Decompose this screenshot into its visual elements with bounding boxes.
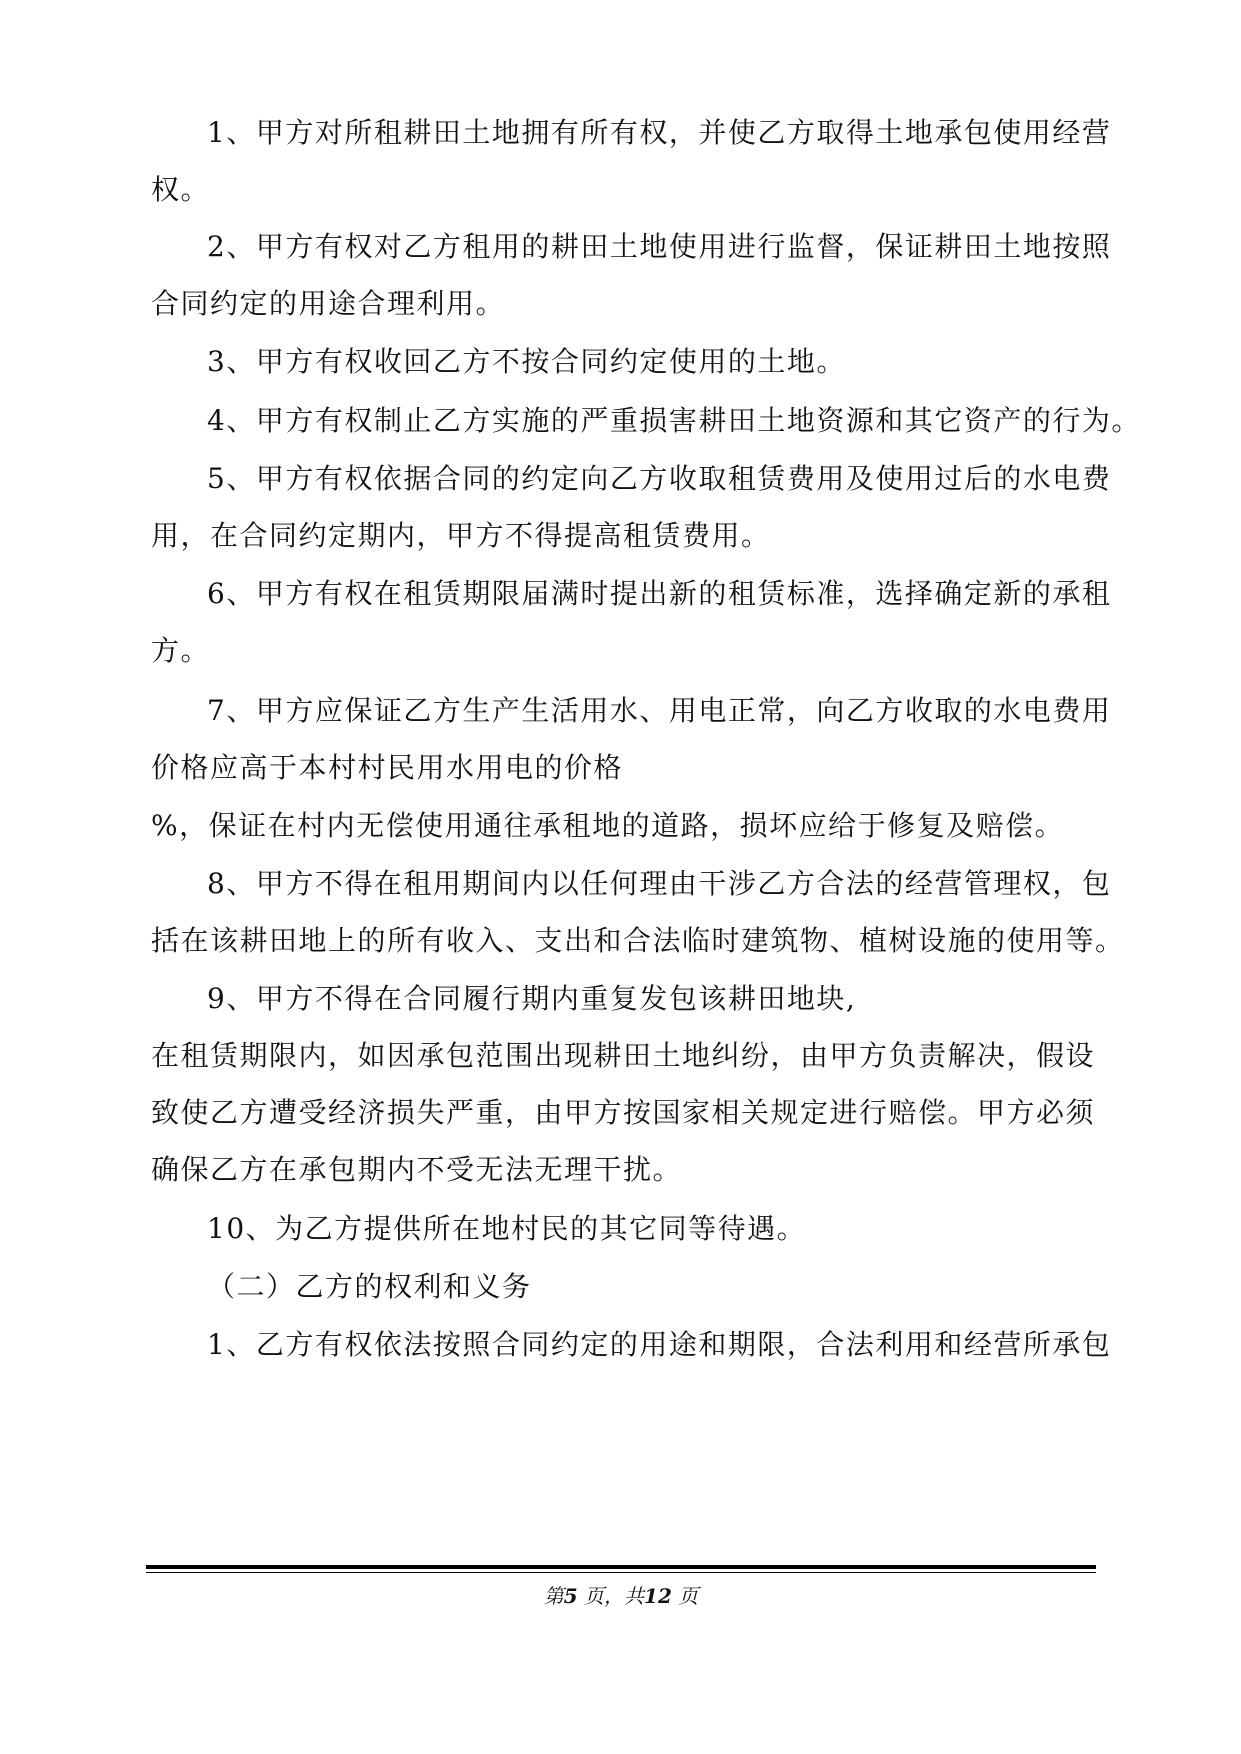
paragraph-line: 合同约定的用途合理利用。 bbox=[151, 287, 506, 320]
paragraph-line: 5、甲方有权依据合同的约定向乙方收取租赁费用及使用过后的水电费 bbox=[207, 462, 1112, 495]
footer-divider-thin bbox=[146, 1572, 1096, 1573]
paragraph-line: 4、甲方有权制止乙方实施的严重损害耕田土地资源和其它资产的行为。 bbox=[207, 404, 1141, 437]
page-number-suffix: 页 bbox=[678, 1584, 699, 1608]
section-heading: （二）乙方的权利和义务 bbox=[207, 1270, 532, 1303]
total-page-count: 12 bbox=[644, 1584, 672, 1608]
paragraph-line: 括在该耕田地上的所有收入、支出和合法临时建筑物、植树设施的使用等。 bbox=[151, 924, 1125, 957]
paragraph-line: %，保证在村内无偿使用通往承租地的道路，损坏应给于修复及赔偿。 bbox=[151, 809, 1065, 842]
paragraph-line: 致使乙方遭受经济损失严重，由甲方按国家相关规定进行赔偿。甲方必须 bbox=[151, 1096, 1096, 1129]
page-number-prefix: 第 bbox=[543, 1584, 564, 1608]
paragraph-line: 3、甲方有权收回乙方不按合同约定使用的土地。 bbox=[207, 345, 846, 378]
paragraph-line: 8、甲方不得在租用期间内以任何理由干涉乙方合法的经营管理权，包 bbox=[207, 867, 1112, 900]
paragraph-line: 价格应高于本村村民用水用电的价格 bbox=[151, 751, 624, 784]
paragraph-line: 确保乙方在承包期内不受无法无理干扰。 bbox=[151, 1153, 683, 1186]
paragraph-line: 1、甲方对所租耕田土地拥有所有权，并使乙方取得土地承包使用经营 bbox=[207, 116, 1112, 149]
paragraph-line: 权。 bbox=[151, 173, 211, 206]
paragraph-line: 7、甲方应保证乙方生产生活用水、用电正常，向乙方收取的水电费用 bbox=[207, 694, 1112, 727]
paragraph-line: 用，在合同约定期内，甲方不得提高租赁费用。 bbox=[151, 519, 771, 552]
paragraph-line: 在租赁期限内，如因承包范围出现耕田土地纠纷，由甲方负责解决，假设 bbox=[151, 1039, 1096, 1072]
paragraph-line: 1、乙方有权依法按照合同约定的用途和期限，合法利用和经营所承包 bbox=[207, 1328, 1112, 1361]
paragraph-line: 2、甲方有权对乙方租用的耕田土地使用进行监督，保证耕田土地按照 bbox=[207, 230, 1112, 263]
page-number-middle: 页，共 bbox=[584, 1584, 645, 1608]
paragraph-line: 6、甲方有权在租赁期限届满时提出新的租赁标准，选择确定新的承租 bbox=[207, 577, 1112, 610]
current-page-number: 5 bbox=[563, 1584, 578, 1608]
paragraph-line: 9、甲方不得在合同履行期内重复发包该耕田地块, bbox=[207, 982, 857, 1015]
footer-divider bbox=[146, 1565, 1096, 1569]
page-footer bbox=[146, 1582, 1096, 1610]
paragraph-line: 方。 bbox=[151, 634, 211, 667]
paragraph-line: 10、为乙方提供所在地村民的其它同等待遇。 bbox=[207, 1212, 807, 1245]
